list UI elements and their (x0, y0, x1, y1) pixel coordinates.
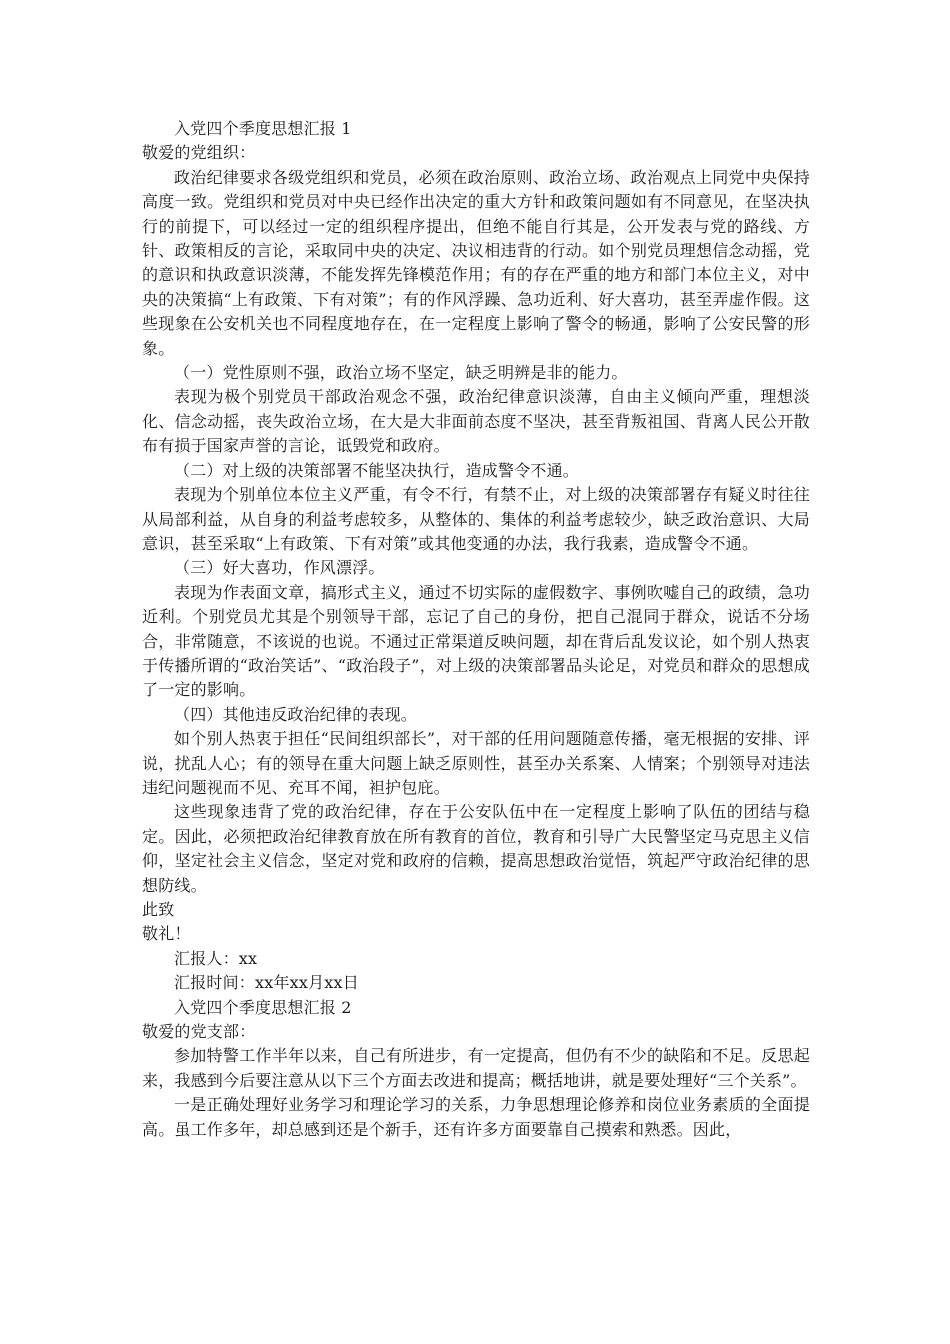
report1-reporter: 汇报人：xx (174, 948, 258, 968)
report1-heading-3: （三）好大喜功，作风漂浮。 (174, 558, 385, 578)
report1-paragraph-6: 这些现象违背了党的政治纪律，存在于公安队伍中在一定程度上影响了队伍的团结与稳定。因此，必须把政治纪律教育放在所有教育的首位，教育和引导广大民警坚定马克思主义信仰，坚定社会主义信念，坚定对党和政府的信赖，提高思想政治觉悟，筑起严守政治纪律的思想防线。 (142, 802, 810, 895)
document-page (142, 117, 810, 1142)
report2-paragraph-2: 一是正确处理好业务学习和理论学习的关系，力争思想理论修养和岗位业务素质的全面提高。虽工作多年，却总感到还是个新手，还有许多方面要靠自己摸索和熟悉。因此， (142, 1095, 810, 1139)
report1-heading-1: （一）党性原则不强，政治立场不坚定，缺乏明辨是非的能力。 (174, 363, 628, 383)
report1-closing-2: 敬礼！ (142, 924, 191, 944)
report1-date: 汇报时间：xx年xx月xx日 (174, 973, 359, 993)
report1-closing-1: 此致 (142, 900, 175, 919)
report1-heading-2: （二）对上级的决策部署不能坚决执行，造成警令不通。 (174, 460, 580, 480)
report2-paragraph-1: 参加特警工作半年以来，自己有所进步，有一定提高，但仍有不少的缺陷和不足。反思起来，我感到今后要注意从以下三个方面去改进和提高；概括地讲，就是要处理好“三个关系”。 (142, 1046, 810, 1090)
report1-salutation: 敬爱的党组织： (142, 143, 256, 163)
report2-title: 入党四个季度思想汇报 2 (174, 997, 352, 1017)
report1-paragraph-2: 表现为极个别党员干部政治观念不强，政治纪律意识淡薄，自由主义倾向严重，理想淡化、信念动摇，丧失政治立场，在大是大非面前态度不坚决，甚至背叛祖国、背离人民公开散布有损于国家声誉的言论，诋毁党和政府。 (142, 387, 810, 456)
report1-paragraph-5: 如个别人热衷于担任“民间组织部长”，对干部的任用问题随意传播，毫无根据的安排、评说，扰乱人心；有的领导在重大问题上缺乏原则性，甚至办关系案、人情案；个别领导对违法违纪问题视而不见、充耳不闻，袒护包庇。 (142, 729, 810, 797)
report1-heading-4: （四）其他违反政治纪律的表现。 (174, 704, 418, 724)
report2-salutation: 敬爱的党支部： (142, 1022, 256, 1042)
report1-paragraph-1: 政治纪律要求各级党组织和党员，必须在政治原则、政治立场、政治观点上同党中央保持高度一致。党组织和党员对中央已经作出决定的重大方针和政策问题如有不同意见，在坚决执行的前提下，可以经过一定的组织程序提出，但绝不能自行其是，公开发表与党的路线、方针、政策相反的言论，采取同中央的决定、决议相违背的行动。如个别党员理想信念动摇，党的意识和执政意识淡薄，不能发挥先锋模范作用；有的存在严重的地方和部门本位主义，对中央的决策搞“上有政策、下有对策”；有的作风浮躁、急功近利、好大喜功，甚至弄虚作假。这些现象在公安机关也不同程度地存在，在一定程度上影响了警令的畅通，影响了公安民警的形象。 (142, 167, 810, 358)
report1-paragraph-4: 表现为作表面文章，搞形式主义，通过不切实际的虚假数字、事例吹嘘自己的政绩，急功近利。个别党员尤其是个别领导干部，忘记了自己的身份，把自己混同于群众，说话不分场合，非常随意，不该说的也说。不通过正常渠道反映问题，却在背后乱发议论，如个别人热衷于传播所谓的“政治笑话”、“政治段子”，对上级的决策部署品头论足，对党员和群众的思想成了一定的影响。 (142, 582, 810, 700)
report1-title: 入党四个季度思想汇报 1 (174, 119, 352, 138)
report1-paragraph-3: 表现为个别单位本位主义严重，有令不行，有禁不止，对上级的决策部署存有疑义时往往从局部利益，从自身的利益考虑较多，从整体的、集体的利益考虑较少，缺乏政治意识、大局意识，甚至采取“上有政策、下有对策”或其他变通的办法，我行我素，造成警令不通。 (142, 485, 810, 553)
